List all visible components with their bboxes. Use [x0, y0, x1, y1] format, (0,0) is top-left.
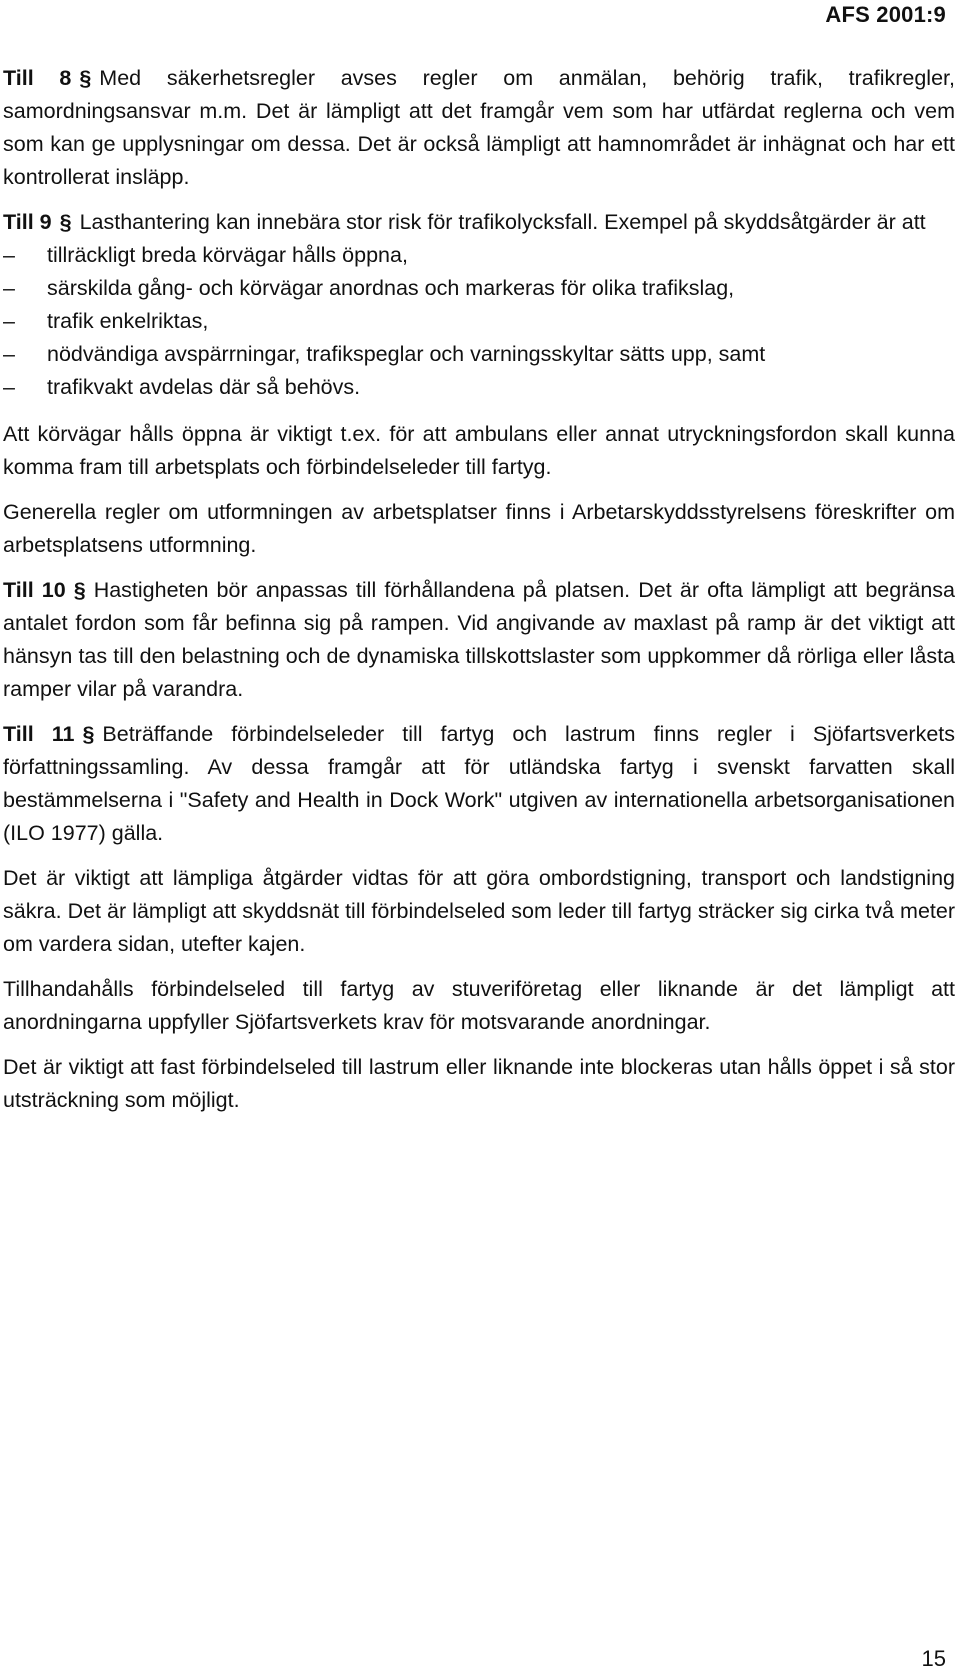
document-body — [3, 62, 955, 1129]
list-item: – trafik enkelriktas, — [3, 305, 955, 338]
paragraph: Det är viktigt att fast förbindelseled till lastrum eller liknande inte blockeras utan hålls öppet i så stor utsträckning som möjligt. — [3, 1055, 955, 1112]
paragraph: Tillhandahålls förbindelseled till fartyg av stuveriföretag eller liknande är det lämpligt att anordningarna uppfyller Sjöfartsverkets krav för motsvarande anordningar. — [3, 977, 955, 1034]
measures-list — [3, 239, 955, 404]
section-label: Till 10 — [3, 578, 66, 602]
paragraph-sign: § — [79, 66, 92, 90]
section-text: Lasthantering kan innebära stor risk för trafikolycksfall. Exempel på skyddsåtgärder är att — [79, 210, 926, 234]
paragraph-sign: § — [59, 210, 72, 234]
section-till-9 — [3, 206, 955, 239]
section-till-10 — [3, 574, 955, 706]
paragraph: Generella regler om utformningen av arbetsplatser finns i Arbetarskyddsstyrelsens föreskrifter om arbetsplatsens utformning. — [3, 500, 955, 557]
paragraph: Det är viktigt att lämpliga åtgärder vidtas för att göra ombordstigning, transport och landstigning säkra. Det är lämpligt att skyddsnät till förbindelseled som leder till fartyg sträcker sig cirka två meter om vardera sidan, utefter kajen. — [3, 866, 955, 956]
section-till-11 — [3, 718, 955, 850]
paragraph-sign: § — [82, 722, 95, 746]
list-item: – trafikvakt avdelas där så behövs. — [3, 371, 955, 404]
section-label: Till 9 — [3, 210, 52, 234]
section-text: Hastigheten bör anpassas till förhållandena på platsen. Det är ofta lämpligt att begränsa antalet fordon som får befinna sig på rampen. Vid angivande av maxlast på ramp är det viktigt att hänsyn tas till den belastning och de dynamiska tillskottslaster som uppkommer då rörliga eller låsta ramper vilar på varandra. — [3, 578, 955, 701]
paragraph-sign: § — [73, 578, 86, 602]
dash-bullet: – — [3, 342, 15, 366]
section-till-8 — [3, 62, 955, 194]
list-item: – särskilda gång- och körvägar anordnas och markeras för olika trafikslag, — [3, 272, 955, 305]
dash-bullet: – — [3, 375, 15, 399]
dash-bullet: – — [3, 309, 15, 333]
section-text: Med säkerhetsregler avses regler om anmälan, behörig trafik, trafikregler, samordningsansvar m.m. Det är lämpligt att det framgår vem som har utfärdat reglerna och vem som kan ge upplysningar om dessa. Det är också lämpligt att hamnområdet är inhägnat och har ett kontrollerat insläpp. — [3, 66, 955, 189]
list-item: – tillräckligt breda körvägar hålls öppna, — [3, 239, 955, 272]
paragraph: Att körvägar hålls öppna är viktigt t.ex. för att ambulans eller annat utryckningsfordon skall kunna komma fram till arbetsplats och förbindelseleder till fartyg. — [3, 422, 955, 479]
dash-bullet: – — [3, 276, 15, 300]
section-label: Till 8 — [3, 66, 72, 90]
document-code: AFS 2001:9 — [825, 2, 946, 27]
section-text: Beträffande förbindelseleder till fartyg och lastrum finns regler i Sjöfartsverkets författningssamling. Av dessa framgår att för utländska fartyg i svenskt farvatten skall bestämmelserna i "Safety and Health in Dock Work" utgiven av internationella arbetsorganisationen (ILO 1977) gälla. — [3, 722, 956, 845]
dash-bullet: – — [3, 243, 15, 267]
list-item: – nödvändiga avspärrningar, trafikspeglar och varningsskyltar sätts upp, samt — [3, 338, 955, 371]
page-number: 15 — [921, 1646, 946, 1671]
section-label: Till 11 — [3, 722, 75, 746]
